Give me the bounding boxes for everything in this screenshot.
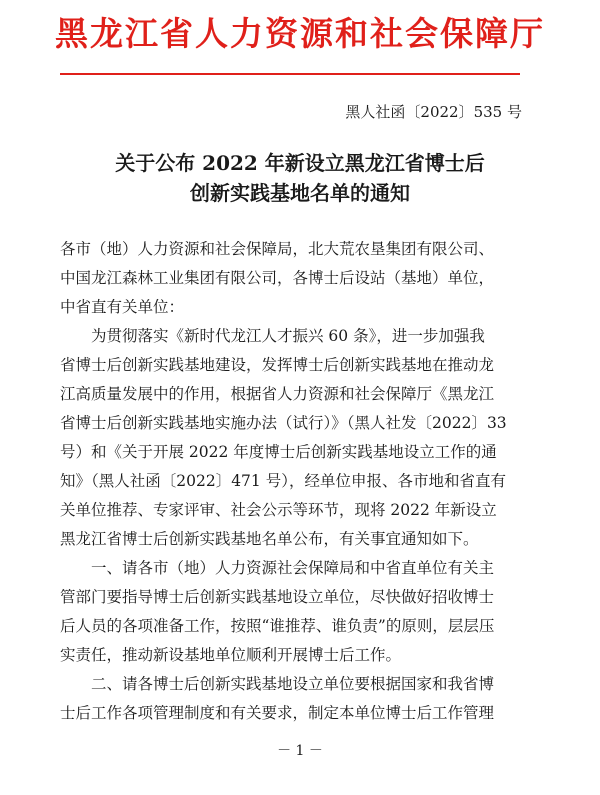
body-line: 号）和《关于开展 2022 年度博士后创新实践基地设立工作的通 xyxy=(60,443,497,461)
body-line: 中省直有关单位： xyxy=(60,298,185,316)
document-body xyxy=(60,235,520,728)
body-line: 省博士后创新实践基地建设，发挥博士后创新实践基地在推动龙 xyxy=(60,356,495,374)
body-line: 实责任，推动新设基地单位顺利开展博士后工作。 xyxy=(60,646,402,664)
body-line: 管部门要指导博士后创新实践基地设立单位，尽快做好招收博士 xyxy=(60,588,495,606)
title-line-2: 创新实践基地名单的通知 xyxy=(190,181,410,205)
body-line: 黑龙江省博士后创新实践基地名单公布，有关事宜通知如下。 xyxy=(60,530,479,548)
body-line: 关单位推荐、专家评审、社会公示等环节，现将 2022 年新设立 xyxy=(60,501,497,519)
body-line: 知》（黑人社函〔2022〕471 号），经单位申报、各市地和省直有 xyxy=(60,472,506,490)
body-line: 二、请各博士后创新实践基地设立单位要根据国家和我省博 xyxy=(91,675,495,693)
body-line: 省博士后创新实践基地实施办法（试行）》（黑人社发〔2022〕33 xyxy=(60,414,507,432)
title-line-1: 关于公布 2022 年新设立黑龙江省博士后 xyxy=(115,151,485,175)
body-line: 江高质量发展中的作用，根据省人力资源和社会保障厅《黑龙江 xyxy=(60,385,495,403)
page-number: － 1 － xyxy=(277,743,323,759)
body-line: 士后工作各项管理制度和有关要求，制定本单位博士后工作管理 xyxy=(60,704,495,722)
document-title xyxy=(0,148,600,208)
body-line: 后人员的各项准备工作，按照“谁推荐、谁负责”的原则，层层压 xyxy=(60,617,495,635)
body-line: 为贯彻落实《新时代龙江人才振兴 60 条》，进一步加强我 xyxy=(91,327,485,345)
body-line: 一、请各市（地）人力资源社会保障局和中省直单位有关主 xyxy=(91,559,495,577)
document-number: 黑人社函〔2022〕535 号 xyxy=(345,103,522,121)
body-line: 中国龙江森林工业集团有限公司，各博士后设站（基地）单位， xyxy=(60,269,495,287)
body-line: 各市（地）人力资源和社会保障局，北大荒农垦集团有限公司、 xyxy=(60,240,495,258)
header-divider xyxy=(60,73,520,75)
agency-header: 黑龙江省人力资源和社会保障厅 xyxy=(55,14,545,53)
